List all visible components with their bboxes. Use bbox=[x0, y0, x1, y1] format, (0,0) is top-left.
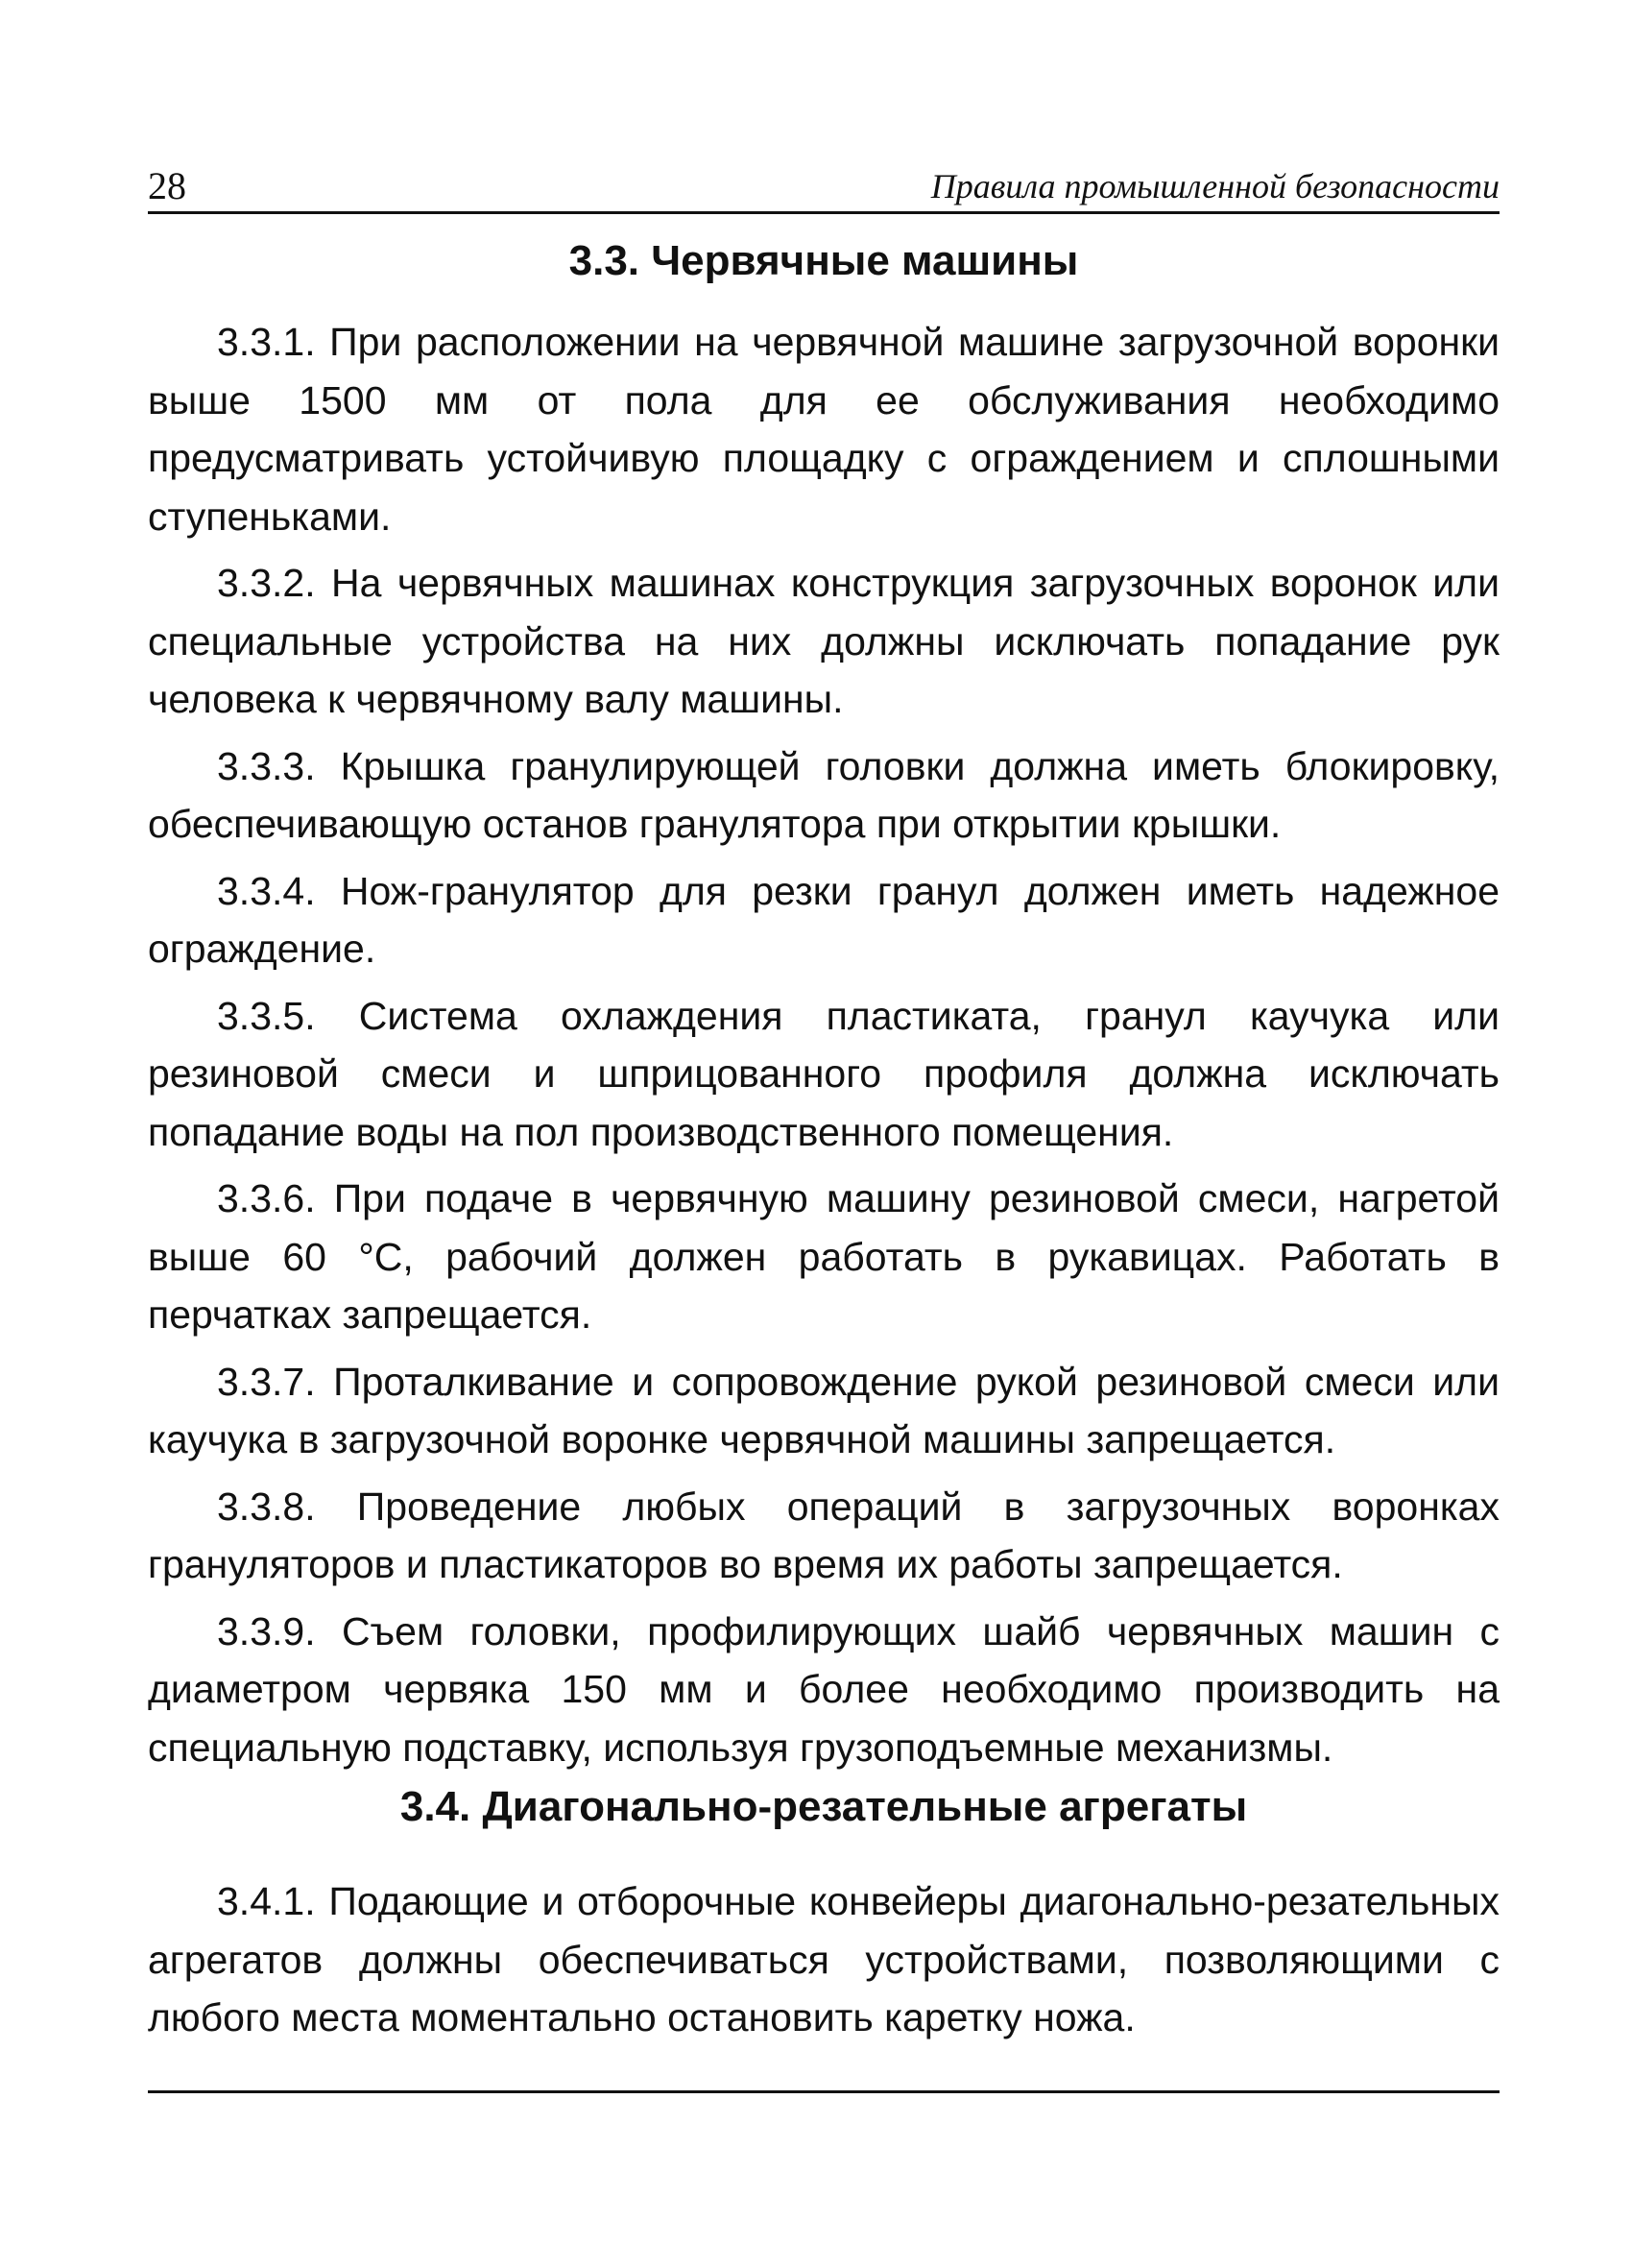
paragraph-3-3-1: 3.3.1. При расположении на червячной машине загрузочной воронки выше 1500 мм от пола для ее обслуживания необходимо предусматривать устойчивую площадку с ограждением и сплошными ступеньками. bbox=[148, 320, 1500, 539]
paragraph-3-3-8: 3.3.8. Проведение любых операций в загрузочных воронках грануляторов и пластикаторов во время их работы запрещается. bbox=[148, 1484, 1500, 1586]
footer-rule bbox=[148, 2090, 1500, 2093]
paragraph-3-3-4: 3.3.4. Нож-гранулятор для резки гранул должен иметь надежное ограждение. bbox=[148, 868, 1500, 971]
running-header bbox=[148, 161, 1500, 214]
paragraph-3-3-7: 3.3.7. Проталкивание и сопровождение рукой резиновой смеси или каучука в загрузочной воронке червячной машины запрещается. bbox=[148, 1359, 1500, 1461]
paragraph-3-3-3: 3.3.3. Крышка гранулирующей головки должна иметь блокировку, обеспечивающую останов гранулятора при открытии крышки. bbox=[148, 743, 1500, 846]
paragraph-3-3-2: 3.3.2. На червячных машинах конструкция загрузочных воронок или специальные устройства на них должны исключать попадание рук человека к червячному валу машины. bbox=[148, 561, 1500, 721]
book-title: Правила промышленной безопасности bbox=[930, 167, 1500, 205]
section-title-3-4: 3.4. Диагонально-резательные агрегаты bbox=[399, 1783, 1248, 1830]
paragraph-3-3-9: 3.3.9. Съем головки, профилирующих шайб червячных машин с диаметром червяка 150 мм и более необходимо производить на специальную подставку, используя грузоподъемные механизмы. bbox=[148, 1608, 1500, 1770]
section-title-3-3: 3.3. Червячные машины bbox=[568, 237, 1079, 284]
section-body-3-4 bbox=[148, 1872, 1500, 2056]
section-body-3-3 bbox=[148, 313, 1500, 1785]
page-number: 28 bbox=[148, 164, 186, 207]
paragraph-3-4-1: 3.4.1. Подающие и отборочные конвейеры диагонально-резательных агрегатов должны обеспечиваться устройствами, позволяющими с любого места моментально остановить каретку ножа. bbox=[148, 1879, 1500, 2039]
paragraph-3-3-5: 3.3.5. Система охлаждения пластиката, гранул каучука или резиновой смеси и шприцованного профиля должна исключать попадание воды на пол производственного помещения. bbox=[148, 993, 1500, 1154]
paragraph-3-3-6: 3.3.6. При подаче в червячную машину резиновой смеси, нагретой выше 60 °С, рабочий должен работать в рукавицах. Работать в перчатках запрещается. bbox=[148, 1176, 1500, 1337]
